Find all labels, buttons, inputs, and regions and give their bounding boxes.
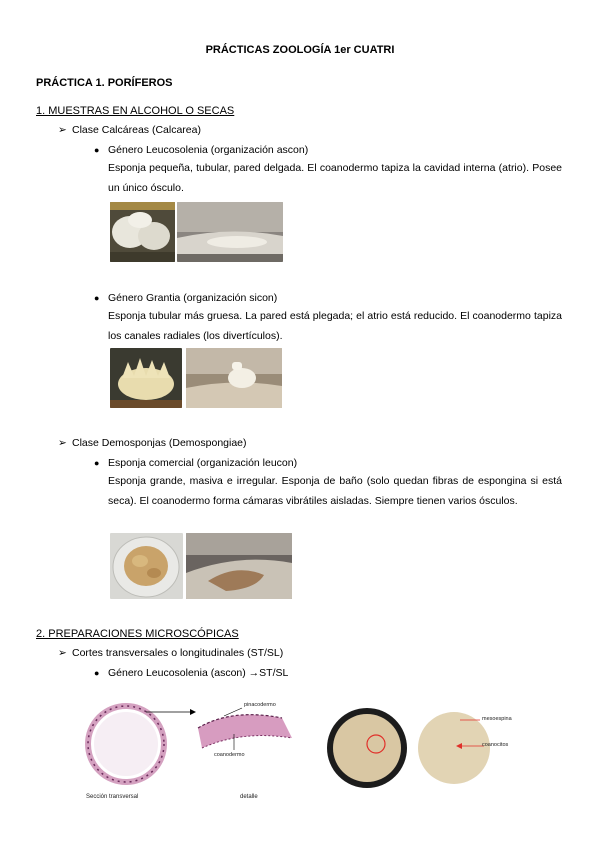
esponja-comercial-item xyxy=(94,457,297,469)
label-coanocitos: coanocitos xyxy=(482,742,509,748)
leucosolenia-jar-image xyxy=(177,202,283,262)
grantia-photo-live xyxy=(110,348,182,408)
leucosolenia-live-image xyxy=(110,202,175,262)
bullet-marker: ● xyxy=(94,145,100,155)
bullet-marker: ● xyxy=(94,668,100,678)
section1-heading: 1. MUESTRAS EN ALCOHOL O SECAS xyxy=(36,105,235,117)
esponja-comercial-photo-dish xyxy=(110,533,183,599)
arrow-marker: ➢ xyxy=(58,647,67,659)
arrow-marker: ➢ xyxy=(58,124,67,136)
microscopy-figure xyxy=(82,698,512,808)
clase-calcarea-item xyxy=(58,124,201,136)
section2-heading: 2. PREPARACIONES MICROSCÓPICAS xyxy=(36,628,239,640)
arrow-marker: ➢ xyxy=(58,437,67,449)
grantia-live-image xyxy=(110,348,182,408)
leucosolenia-description: Esponja pequeña, tubular, pared delgada. El coanodermo tapiza la cavidad interna (atrio). Posee un único ósculo. xyxy=(108,162,562,194)
esponja-dish-image xyxy=(110,533,183,599)
esponja-comercial-description: Esponja grande, masiva e irregular. Esponja de baño (solo quedan fibras de espongina si está seca). El coanodermo forma cámaras vibrátiles aisladas. Siempre tienen varios ósculos. xyxy=(108,475,562,507)
clase-demospongiae-item xyxy=(58,437,247,449)
genero-leucosolenia-item xyxy=(94,144,308,156)
clase-demospongiae-label: Clase Demosponjas (Demospongiae) xyxy=(72,437,247,449)
genero-grantia-item xyxy=(94,292,277,304)
grantia-photo-jar xyxy=(186,348,282,408)
practice-heading: PRÁCTICA 1. PORÍFEROS xyxy=(36,77,173,89)
esponja-comercial-label: Esponja comercial (organización leucon) xyxy=(108,457,298,469)
genero-leucosolenia-label: Género Leucosolenia (organización ascon) xyxy=(108,144,309,156)
grantia-jar-image xyxy=(186,348,282,408)
label-mesoespina: mesoespina xyxy=(482,716,512,722)
leucosolenia-ascon-label: Género Leucosolenia (ascon) →ST/SL xyxy=(108,667,289,679)
leucosolenia-ascon-item xyxy=(94,667,288,679)
esponja-comercial-photo-jar xyxy=(186,533,292,599)
caption-seccion-transversal: Sección transversal xyxy=(86,794,139,800)
genero-grantia-label: Género Grantia (organización sicon) xyxy=(108,292,278,304)
cortes-label: Cortes transversales o longitudinales (ST/SL) xyxy=(72,647,284,659)
cortes-item xyxy=(58,647,283,659)
document-title: PRÁCTICAS ZOOLOGÍA 1er CUATRI xyxy=(205,44,395,56)
bullet-marker: ● xyxy=(94,458,100,468)
leucosolenia-photo-jar xyxy=(177,202,283,262)
clase-calcarea-label: Clase Calcáreas (Calcarea) xyxy=(72,124,201,136)
bullet-marker: ● xyxy=(94,293,100,303)
caption-detalle: detalle xyxy=(240,794,258,800)
esponja-jar-image xyxy=(186,533,292,599)
microscopy-drawing xyxy=(82,698,502,808)
label-pinacodermo: pinacodermo xyxy=(244,702,276,708)
leucosolenia-photo-live xyxy=(110,202,175,262)
label-coanodermo: coanodermo xyxy=(214,752,245,758)
grantia-description: Esponja tubular más gruesa. La pared está plegada; el atrio está reducido. El coanodermo tapiza los canales radiales (los divertículos). xyxy=(108,310,562,342)
